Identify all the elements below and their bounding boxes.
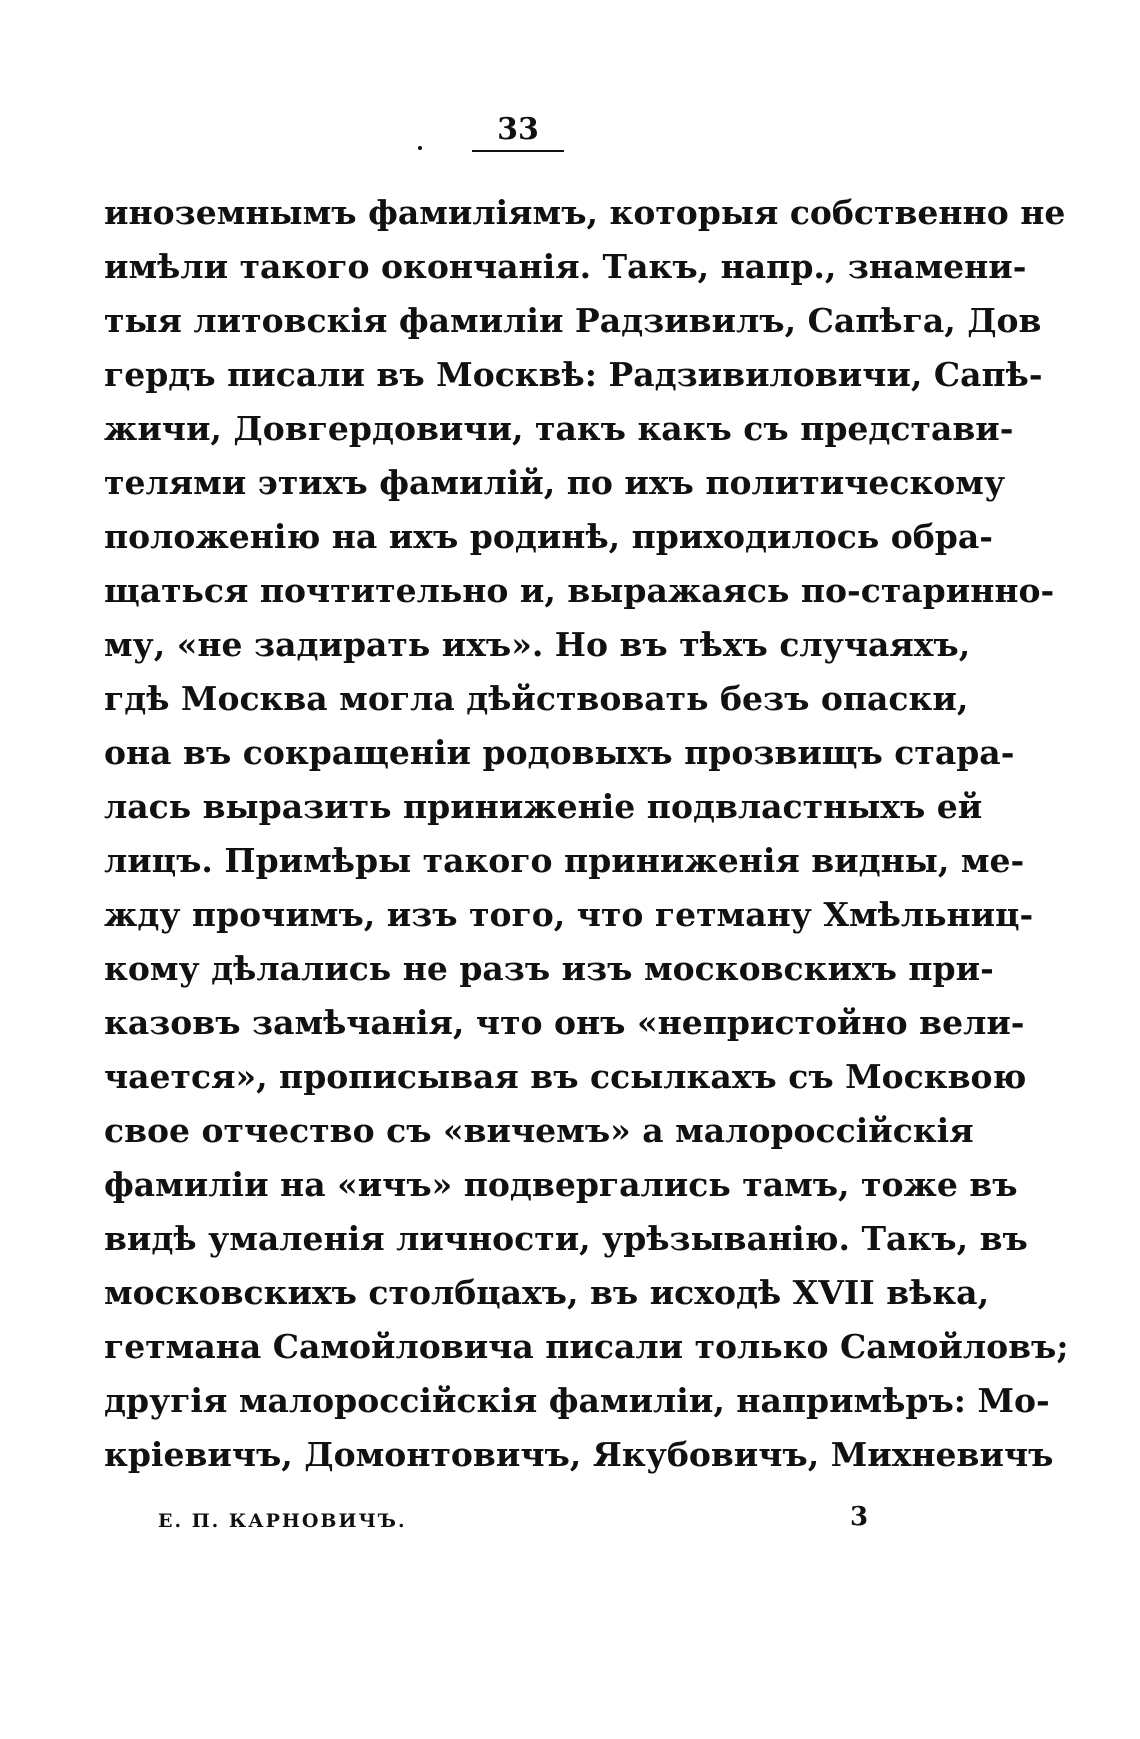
text-line: иноземнымъ фамиліямъ, которыя собственно не [104,193,1066,232]
text-line: лицъ. Примѣры такого приниженія видны, ме- [104,841,1025,880]
text-line: фамиліи на «ичъ» подвергались тамъ, тоже въ [104,1165,1018,1204]
body-text [104,186,1069,1482]
text-line: чается», прописывая въ ссылкахъ съ Москвою [104,1057,1027,1096]
page-number: 33 [497,112,539,147]
text-line: кому дѣлались не разъ изъ московскихъ при- [104,949,994,988]
text-line: жичи, Довгердовичи, такъ какъ съ представи- [104,409,1014,448]
text-line: московскихъ столбцахъ, въ исходѣ XVII вѣка, [104,1273,990,1312]
footer-author: Е. П. КАРНОВИЧЪ. [158,1510,407,1532]
text-line: видѣ умаленія личности, урѣзыванію. Такъ, въ [104,1219,1028,1258]
page-dot [418,146,422,150]
text-line: тыя литовскія фамиліи Радзивилъ, Сапѣга, Дов [104,301,1042,340]
text-line: лась выразить приниженіе подвластныхъ ей [104,787,983,826]
text-line: имѣли такого окончанія. Такъ, напр., знамени- [104,247,1027,286]
text-line: гердъ писали въ Москвѣ: Радзивиловичи, Сапѣ- [104,355,1043,394]
text-line: другія малороссійскія фамиліи, напримѣръ: Мо- [104,1381,1050,1420]
text-line: свое отчество съ «вичемъ» а малороссійскія [104,1111,974,1150]
text-line: телями этихъ фамилій, по ихъ политическому [104,463,1006,502]
text-line: казовъ замѣчанія, что онъ «непристойно вели- [104,1003,1025,1042]
text-line: му, «не задирать ихъ». Но въ тѣхъ случаяхъ, [104,625,971,664]
text-line: гдѣ Москва могла дѣйствовать безъ опаски, [104,679,969,718]
text-line: кріевичъ, Домонтовичъ, Якубовичъ, Михневичъ [104,1435,1054,1474]
text-line: жду прочимъ, изъ того, что гетману Хмѣльниц- [104,895,1034,934]
text-line: гетмана Самойловича писали только Самойловъ; [104,1327,1069,1366]
page-number-rule [472,150,564,152]
footer-signature-mark: 3 [850,1502,869,1532]
text-line: положенію на ихъ родинѣ, приходилось обра- [104,517,993,556]
text-line: щаться почтительно и, выражаясь по-старинно- [104,571,1055,610]
text-line: она въ сокращеніи родовыхъ прозвищъ стара- [104,733,1015,772]
